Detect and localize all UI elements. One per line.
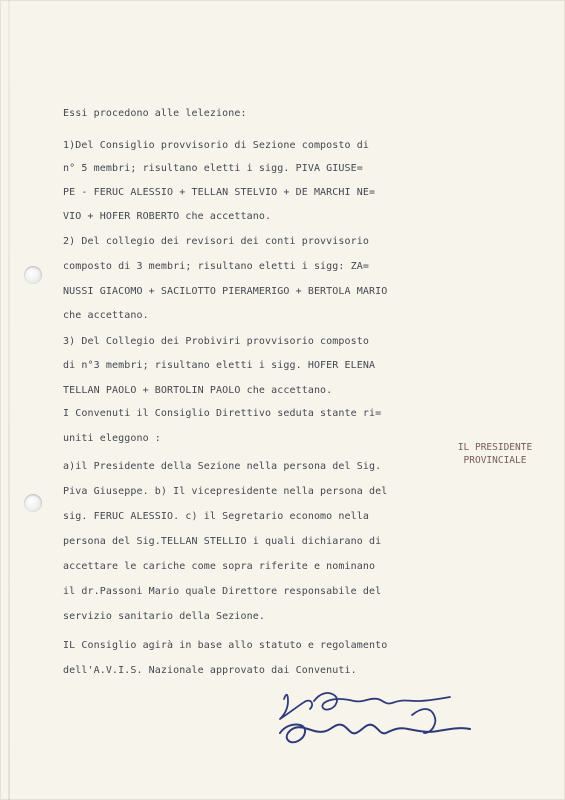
text-line: persona del Sig.TELLAN STELLIO i quali dichiarano di [63, 536, 382, 547]
text-line: uniti eleggono : [63, 433, 161, 444]
text-line: Piva Giuseppe. b) Il vicepresidente nella persona del [63, 486, 388, 497]
stamp-line: IL PRESIDENTE [457, 442, 533, 453]
text-line: NUSSI GIACOMO + SACILOTTO PIERAMERIGO + BERTOLA MARIO [63, 286, 388, 297]
text-line: Essi procedono alle lelezione: [63, 108, 247, 119]
text-line: I Convenuti il Consiglio Direttivo seduta stante ri= [63, 408, 382, 419]
stamp-il-presidente-provinciale [440, 441, 550, 467]
text-line: VIO + HOFER ROBERTO che accettano. [63, 211, 272, 222]
text-line: di n°3 membri; risultano eletti i sigg. HOFER ELENA [63, 360, 376, 371]
text-line: che accettano. [63, 310, 149, 321]
handwritten-signature [262, 683, 492, 753]
text-line: IL Consiglio agirà in base allo statuto e regolamento [63, 640, 388, 651]
page-crease [8, 0, 10, 800]
text-line: a)il Presidente della Sezione nella persona del Sig. [63, 461, 382, 472]
text-line: sig. FERUC ALESSIO. c) il Segretario economo nella [63, 511, 370, 522]
text-line: dell'A.V.I.S. Nazionale approvato dai Convenuti. [63, 665, 357, 676]
text-line: 2) Del collegio dei revisori dei conti provvisorio [63, 236, 370, 247]
text-line: n° 5 membri; risultano eletti i sigg. PIVA GIUSE= [63, 163, 363, 174]
punch-hole [24, 494, 42, 512]
text-line: 1)Del Consiglio provvisorio di Sezione composto di [63, 140, 370, 151]
text-line: accettare le cariche come sopra riferite e nominano [63, 561, 376, 572]
text-line: PE - FERUC ALESSIO + TELLAN STELVIO + DE MARCHI NE= [63, 187, 376, 198]
text-line: TELLAN PAOLO + BORTOLIN PAOLO che accettano. [63, 385, 333, 396]
text-line: 3) Del Collegio dei Probiviri provvisorio composto [63, 336, 370, 347]
text-line: servizio sanitario della Sezione. [63, 611, 265, 622]
punch-hole [24, 266, 42, 284]
text-line: il dr.Passoni Mario quale Direttore responsabile del [63, 586, 382, 597]
stamp-line: PROVINCIALE [463, 455, 527, 466]
text-line: composto di 3 membri; risultano eletti i sigg: ZA= [63, 261, 370, 272]
